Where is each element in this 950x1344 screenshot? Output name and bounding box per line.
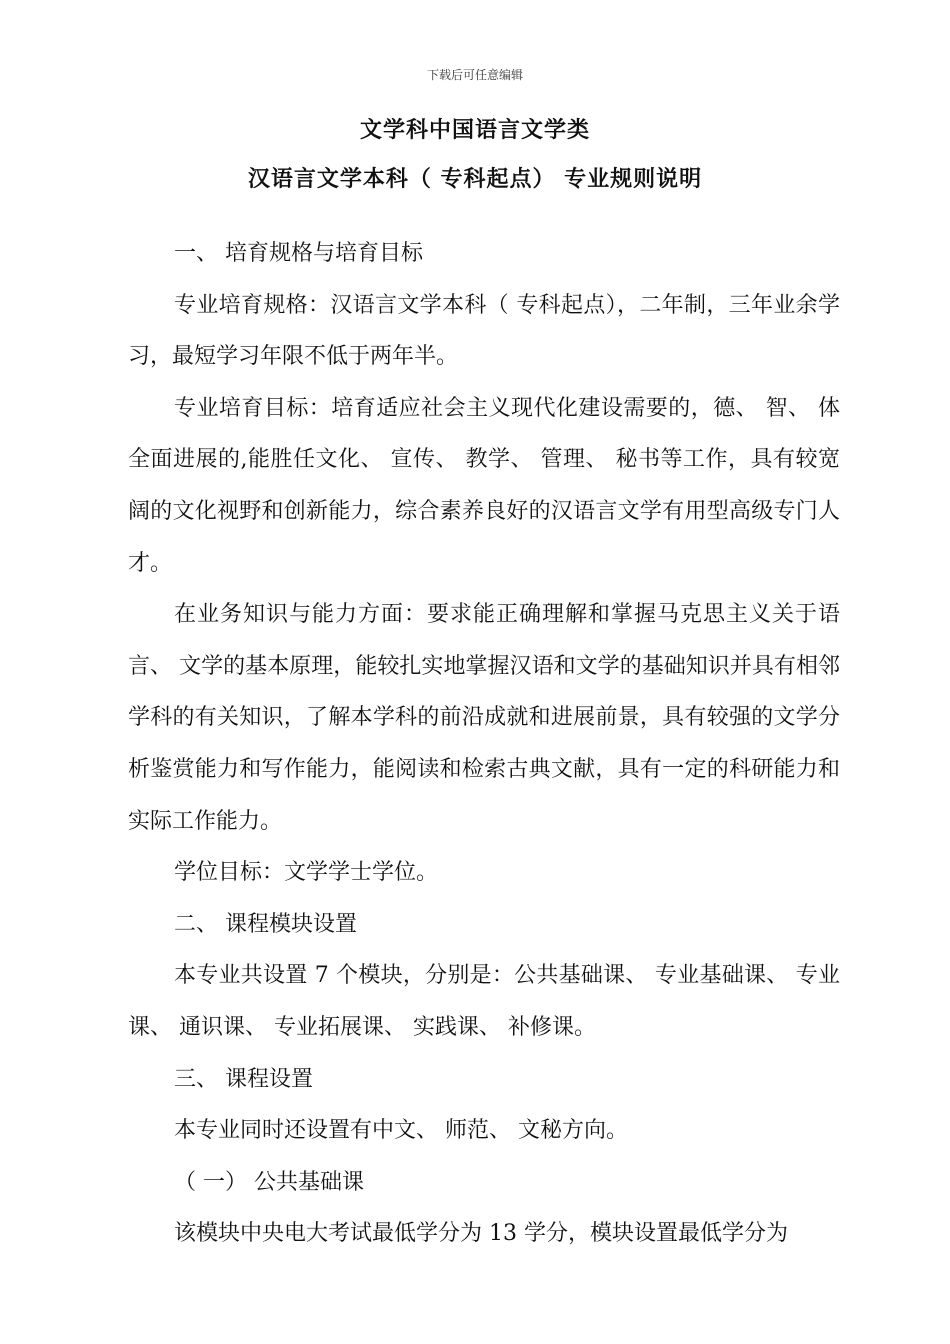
page-header: 下载后可任意编辑: [426, 68, 523, 82]
section-heading-2: 二、 课程模块设置: [174, 911, 357, 937]
subsection-heading-1: （ 一） 公共基础课: [174, 1169, 364, 1195]
document-subtitle: 汉语言文学本科（ 专科起点） 专业规则说明: [247, 167, 703, 192]
paragraph-knowledge-ability: 在业务知识与能力方面：要求能正确理解和掌握马克思主义关于语言、 文学的基本原理，能较扎实地掌握汉语和文学的基础知识并具有相邻学科的有关知识，了解本学科的前沿成就和进展前景，具有较强的文学分析鉴赏能力和写作能力，能阅读和检索古典文献，具有一定的科研能力和实际工作能力。: [128, 602, 840, 834]
document-title: 文学科中国语言文学类: [359, 118, 590, 143]
paragraph-modules: 本专业共设置 7 个模块，分别是：公共基础课、 专业基础课、 专业课、 通识课、 专业拓展课、 实践课、 补修课。: [128, 963, 840, 1040]
section-heading-1: 一、 培育规格与培育目标: [174, 241, 423, 266]
paragraph-credits: 该模块中央电大考试最低学分为 13 学分，模块设置最低学分为: [174, 1221, 788, 1247]
paragraph-training-spec: 专业培育规格：汉语言文学本科（ 专科起点），二年制，三年业余学习，最短学习年限不低于两年半。: [128, 292, 840, 370]
paragraph-degree-goal: 学位目标：文学学士学位。: [174, 860, 439, 886]
paragraph-training-goal: 专业培育目标：培育适应社会主义现代化建设需要的，德、 智、 体全面进展的,能胜任文化、 宣传、 教学、 管理、 秘书等工作，具有较宽阔的文化视野和创新能力，综合素养良好的汉语言文学有用型高级专门人才。: [128, 395, 840, 576]
paragraph-directions: 本专业同时还设置有中文、 师范、 文秘方向。: [174, 1118, 628, 1144]
document-body: [128, 228, 840, 1260]
section-heading-3: 三、 课程设置: [174, 1066, 313, 1092]
